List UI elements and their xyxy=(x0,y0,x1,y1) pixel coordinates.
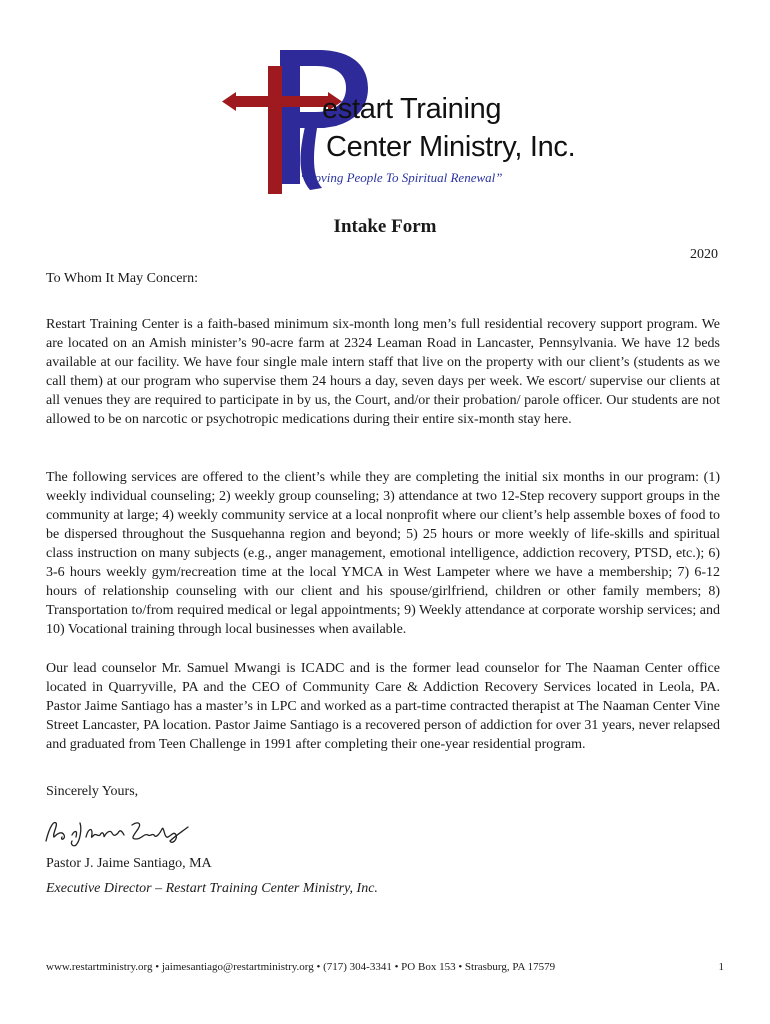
signer-title: Executive Director – Restart Training Center Ministry, Inc. xyxy=(46,881,378,896)
paragraph-program-overview: Restart Training Center is a faith-based minimum six-month long men’s full residential recovery support program. We are located on an Amish minister’s 90-acre farm at 2324 Leaman Road in Lancaster, Pennsylvania. We have 12 beds available at our facility. We have four single male intern staff that live on the property with our client’s (students as we call them) at our program who supervise them 24 hours a day, seven days per week. We escort/ supervise our clients at all venues they are required to participate in by us, the Court, and/or their probation/ parole officer. Our students are not allowed to be on narcotic or psychotropic medications during their entire six-month stay here. xyxy=(46,317,720,427)
form-title: Intake Form xyxy=(333,216,437,237)
form-year: 2020 xyxy=(690,247,718,262)
handwritten-signature xyxy=(42,815,192,851)
org-name-line2: Center Ministry, Inc. xyxy=(326,131,576,163)
paragraph-counselors: Our lead counselor Mr. Samuel Mwangi is ICADC and is the former lead counselor for The Naaman Center office located in Quarryville, PA and the CEO of Community Care & Addiction Recovery Services located in Leola, PA. Pastor Jaime Santiago has a master’s in LPC and worked as a part-time contracted therapist at The Naaman Center Vine Street Lancaster, PA location. Pastor Jaime Santiago is a recovered person of addiction for over 31 years, never relapsed and graduated from Teen Challenge in 1991 after completing their one-year residential program. xyxy=(46,661,720,752)
greeting: To Whom It May Concern: xyxy=(46,271,198,286)
page-number: 1 xyxy=(718,961,724,973)
tagline: “Loving People To Spiritual Renewal” xyxy=(300,170,503,185)
paragraph-services: The following services are offered to the client’s while they are completing the initial six months in our program: (1) weekly individual counseling; 2) weekly group counseling; 3) attendance at two 12-Step recovery support groups in the community at large; 4) weekly community service at a local nonprofit where our client’s help assemble boxes of food to be dispersed throughout the Susquehanna region and beyond; 5) 25 hours or more weekly of life-skills and spiritual class instruction on many subjects (e.g., anger management, emotional intelligence, addiction recovery, PTSD, etc.); 6) 3-6 hours weekly gym/recreation time at the local YMCA in West Lampeter where we have a membership; 7) 6-12 hours of relationship counseling with our client and his spouse/girlfriend, children or other family members; 8) Transportation to/from required medical or legal appointments; 9) Weekly attendance at corporate worship services; and 10) Vocational training through local businesses when available. xyxy=(46,470,720,637)
signer-name: Pastor J. Jaime Santiago, MA xyxy=(46,856,212,871)
org-name-line1: estart Training xyxy=(322,93,502,125)
footer-contact: www.restartministry.org • jaimesantiago@restartministry.org • (717) 304-3341 • PO Box 153 • Strasburg, PA 17579 xyxy=(46,961,556,973)
closing: Sincerely Yours, xyxy=(46,784,139,799)
